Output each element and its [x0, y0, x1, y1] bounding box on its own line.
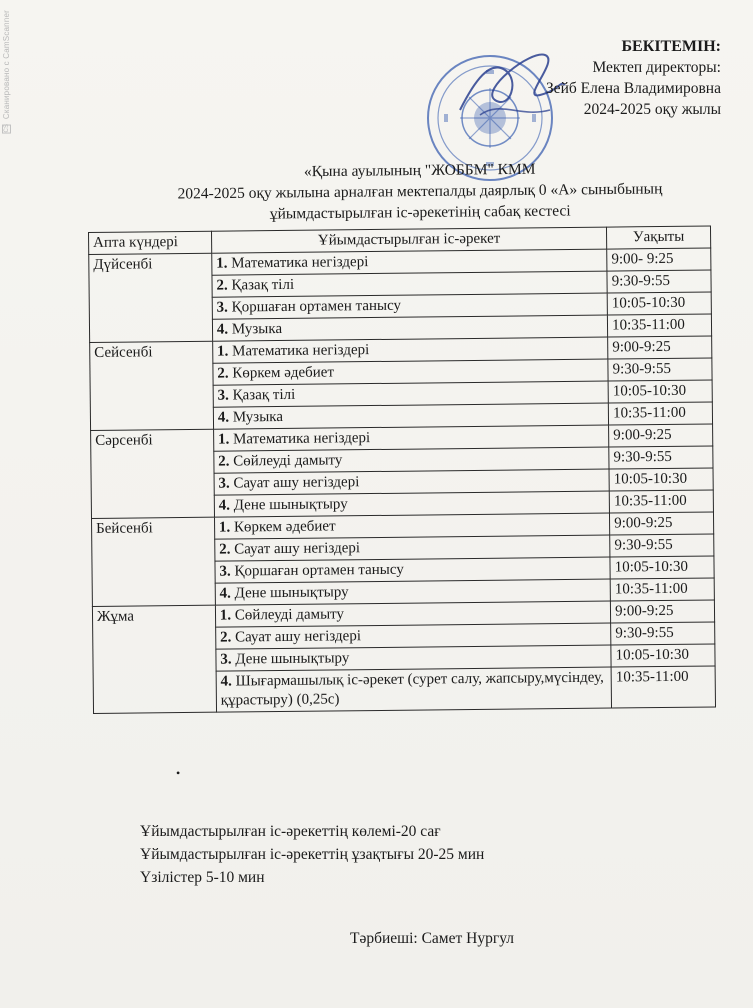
activity-number: 4. [220, 673, 232, 690]
time-cell: 9:00-9:25 [608, 336, 712, 359]
activity-name: Қоршаған ортамен танысу [234, 561, 404, 580]
activity-number: 3. [218, 475, 230, 492]
time-cell: 10:05-10:30 [610, 556, 714, 579]
activity-name: Музыка [232, 408, 284, 426]
time-cell: 10:35-11:00 [608, 314, 712, 337]
activity-number: 3. [219, 563, 231, 580]
day-cell: Дүйсенбі [89, 253, 213, 342]
activity-number: 2. [217, 365, 229, 382]
stray-mark: • [176, 766, 181, 780]
activity-name: Дене шынықтыру [235, 650, 350, 668]
activity-number: 4. [218, 497, 231, 514]
teacher-signature-line: Тәрбиеші: Самет Нургул [350, 930, 514, 947]
time-cell: 9:00-9:25 [609, 424, 713, 447]
time-cell: 9:00- 9:25 [607, 248, 711, 271]
activity-number: 2. [216, 277, 228, 294]
heading-line-2: 2024-2025 оқу жылына арналған мектепалды даярлық 0 «А» сыныбының [177, 180, 663, 203]
activity-number: 2. [218, 453, 230, 470]
activity-number: 3. [217, 387, 229, 404]
activity-name: Қазақ тілі [231, 276, 295, 294]
activity-number: 1. [217, 431, 230, 448]
approval-position: Мектеп директоры: [592, 59, 721, 76]
heading-line-1: «Қына ауылының "ЖОББМ" КММ [303, 160, 536, 181]
camscanner-badge-icon: CS [4, 123, 10, 133]
summary-block [140, 820, 484, 889]
activity-name: Сауат ашу негіздері [233, 474, 360, 492]
header-days: Апта күндері [89, 231, 212, 254]
summary-duration: Ұйымдастырылған іс-әрекеттің ұзақтығы 20-25 мин [140, 846, 485, 863]
activity-number: 1. [218, 519, 231, 536]
activity-number: 4. [219, 585, 231, 602]
time-cell: 10:05-10:30 [611, 644, 715, 667]
time-cell: 10:05-10:30 [607, 292, 711, 315]
time-cell: 9:30-9:55 [611, 622, 715, 645]
time-cell: 9:00-9:25 [611, 600, 715, 623]
time-cell: 10:35-11:00 [608, 402, 712, 425]
activity-name: Қоршаған ортамен танысу [231, 297, 402, 316]
activity-number: 2. [219, 541, 231, 558]
time-cell: 10:05-10:30 [609, 468, 713, 491]
activity-number: 1. [219, 607, 232, 624]
scanner-watermark-text: Сканировано с CamScanner [2, 10, 11, 120]
day-cell: Сәрсенбі [91, 429, 215, 518]
activity-name: Музыка [231, 320, 283, 338]
activity-cell [216, 667, 612, 712]
header-time: Уақыты [607, 226, 711, 249]
day-cell: Сейсенбі [90, 341, 214, 430]
activity-number: 1. [217, 343, 229, 360]
time-cell: 9:00-9:25 [610, 512, 714, 535]
header-activity: Ұйымдастырылған іс-әрекет [211, 227, 606, 253]
time-cell: 10:35-11:00 [611, 666, 715, 708]
activity-number: 2. [220, 629, 232, 646]
schedule-body [89, 248, 716, 713]
approval-title: БЕКІТЕМІН: [621, 38, 721, 55]
summary-breaks: Үзілістер 5-10 мин [140, 869, 265, 886]
time-cell: 9:30-9:55 [610, 534, 714, 557]
day-cell: Жұма [92, 605, 216, 713]
activity-number: 1. [216, 255, 228, 272]
activity-name: Сауат ашу негіздері [234, 540, 361, 558]
approval-name: Зейб Елена Владимировна [545, 80, 721, 97]
activity-name: Сөйлеуді дамыту [233, 452, 343, 470]
activity-name: Математика негіздері [232, 342, 370, 360]
time-cell: 10:35-11:00 [610, 578, 714, 601]
approval-block [391, 36, 721, 120]
activity-name: Дене шынықтыру [234, 584, 349, 602]
activity-name: Математика негіздері [231, 254, 369, 272]
activity-number: 4. [216, 321, 229, 338]
activity-name: Математика негіздері [232, 430, 371, 448]
activity-name: Сауат ашу негіздері [235, 628, 362, 646]
activity-name: Дене шынықтыру [233, 496, 348, 514]
time-cell: 9:30-9:55 [607, 270, 711, 293]
schedule-table [88, 225, 716, 713]
activity-name: Көркем әдебиет [232, 364, 335, 382]
summary-volume: Ұйымдастырылған іс-әрекеттің көлемі-20 сағ [140, 823, 441, 840]
time-cell: 9:30-9:55 [609, 446, 713, 469]
day-cell: Бейсенбі [92, 517, 216, 606]
time-cell: 10:35-11:00 [609, 490, 713, 513]
activity-number: 3. [216, 299, 228, 316]
activity-name: Көркем әдебиет [233, 518, 336, 536]
activity-name: Қазақ тілі [232, 386, 296, 404]
approval-year: 2024-2025 оқу жылы [583, 101, 721, 118]
scanner-watermark [2, 10, 11, 134]
activity-number: 3. [220, 651, 232, 668]
activity-number: 4. [217, 409, 230, 426]
time-cell: 9:30-9:55 [608, 358, 712, 381]
heading-line-3: ұйымдастырылған іс-әрекетінің сабақ кестесі [269, 202, 571, 223]
time-cell: 10:05-10:30 [608, 380, 712, 403]
document-heading [100, 157, 741, 227]
activity-name: Сөйлеуді дамыту [234, 606, 345, 624]
activity-name: Шығармашылық іс-әрекет (сурет салу, жапсыру,мүсіндеу, құрастыру) (0,25с) [220, 669, 604, 709]
